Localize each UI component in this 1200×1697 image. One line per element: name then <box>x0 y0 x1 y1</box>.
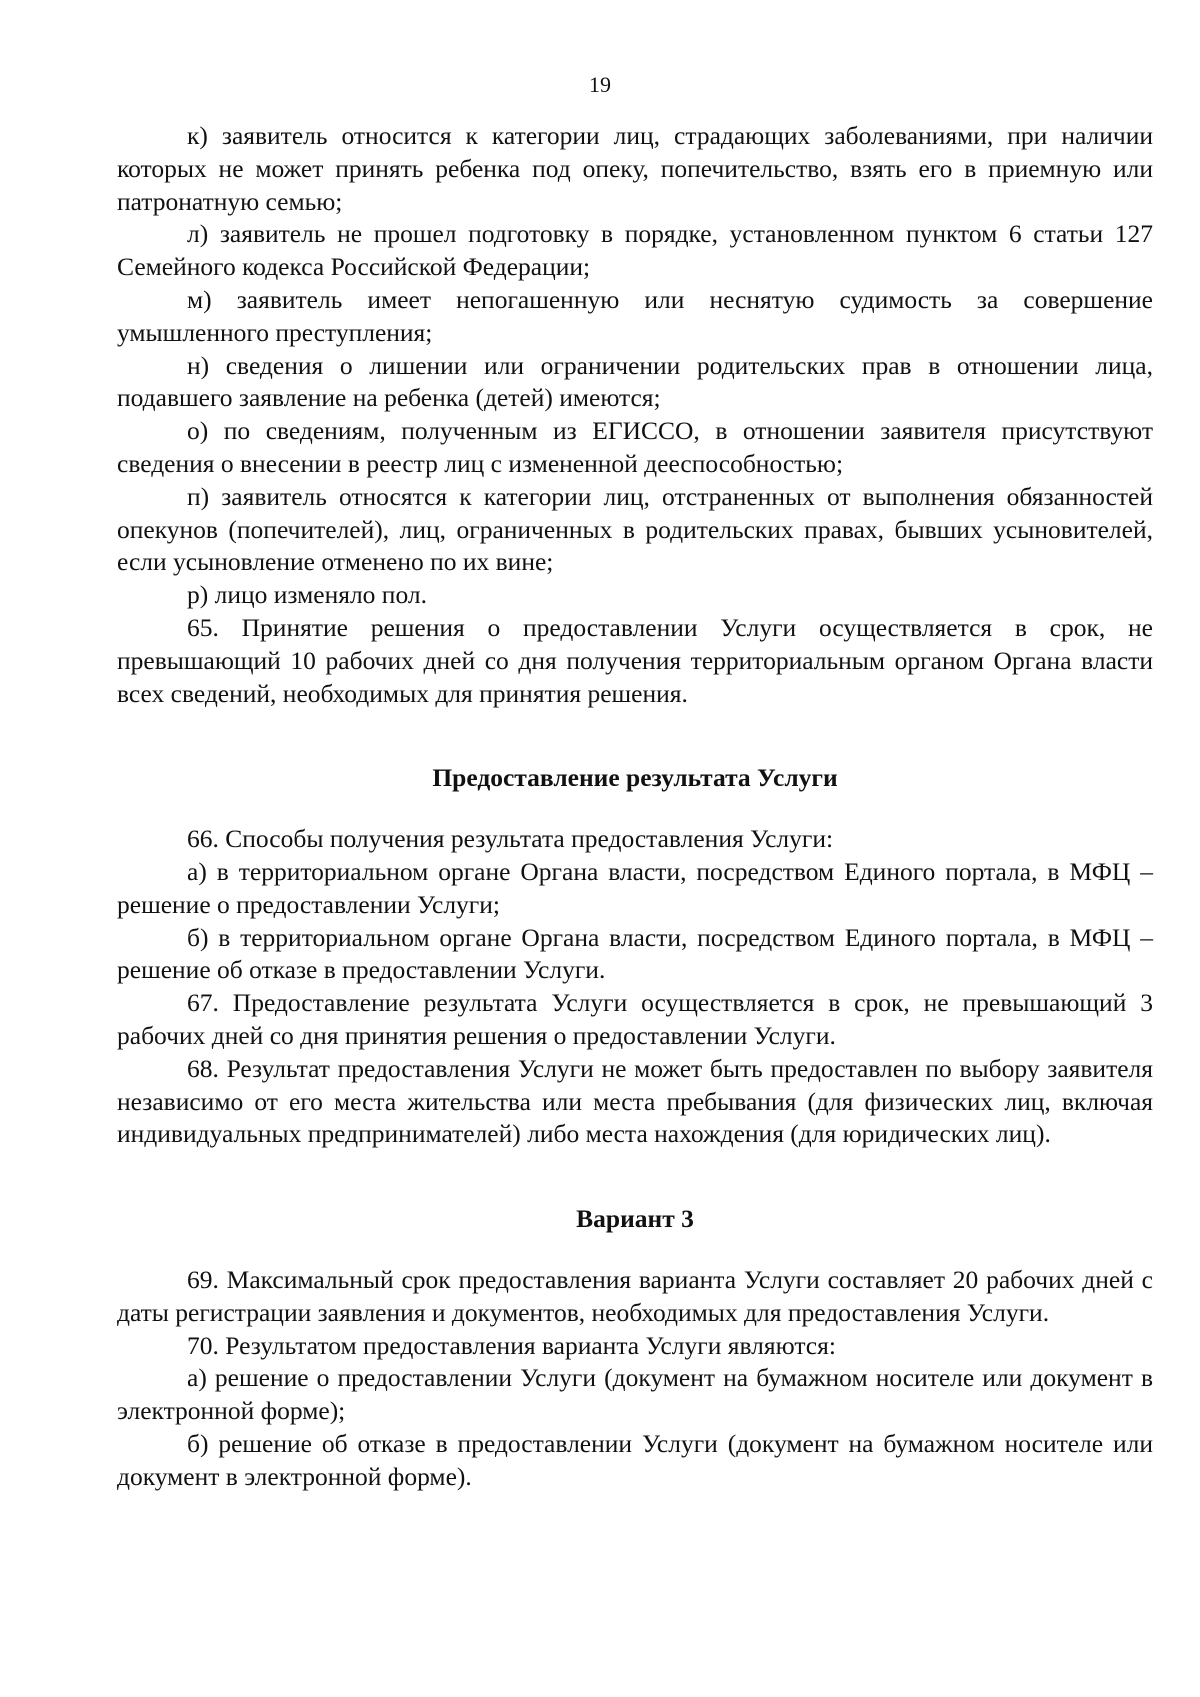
section-spacer <box>117 795 1153 823</box>
section-heading-result: Предоставление результата Услуги <box>432 763 838 793</box>
paragraph-70: 70. Результатом предоставления варианта Услуги являются: <box>187 1330 836 1360</box>
paragraph-67: 67. Предоставление результата Услуги осуществляется в срок, не превышающий 3 рабочих дней со дня принятия решения о предоставлении Услуги. <box>117 988 1153 1050</box>
paragraph-66-a: а) в территориальном органе Органа власти, посредством Единого портала, в МФЦ – решение о предоставлении Услуги; <box>117 856 1153 919</box>
paragraph-65: 65. Принятие решения о предоставлении Услуги осуществляется в срок, не превышающий 10 рабочих дней со дня получения территориальным органом Органа власти всех сведений, необходимых для принятия решения. <box>117 612 1153 708</box>
paragraph-o: о) по сведениям, полученным из ЕГИССО, в отношении заявителя присутствуют сведения о внесении в реестр лиц с измененной дееспособностью; <box>117 416 1153 478</box>
paragraph-70-a: а) решение о предоставлении Услуги (документ на бумажном носителе или документ в электронной форме); <box>117 1363 1153 1426</box>
paragraph-l: л) заявитель не прошел подготовку в порядке, установленном пунктом 6 статьи 127 Семейного кодекса Российской Федерации; <box>117 219 1153 282</box>
section-spacer <box>117 1236 1153 1264</box>
paragraph-k: к) заявитель относится к категории лиц, страдающих заболеваниями, при наличии которых не может принять ребенка под опеку, попечительство, взять его в приемную или патронатную семью; <box>117 121 1153 216</box>
paragraph-p: п) заявитель относятся к категории лиц, отстраненных от выполнения обязанностей опекунов (попечителей), лиц, ограниченных в родительских правах, бывших усыновителей, если усыновление отменено по их вине; <box>117 481 1153 577</box>
section-spacer <box>117 710 1153 762</box>
paragraph-68: 68. Результат предоставления Услуги не может быть предоставлен по выбору заявителя независимо от его места жительства или места пребывания (для физических лиц, включая индивидуальных предпринимателей) либо места нахождения (для юридических лиц). <box>117 1053 1153 1149</box>
paragraph-n: н) сведения о лишении или ограничении родительских прав в отношении лица, подавшего заявление на ребенка (детей) имеются; <box>117 350 1153 413</box>
section-heading-variant-3: Вариант 3 <box>576 1204 694 1234</box>
paragraph-66: 66. Способы получения результата предоставления Услуги: <box>187 824 834 854</box>
page-number: 19 <box>589 72 611 97</box>
paragraph-m: м) заявитель имеет непогашенную или неснятую судимость за совершение умышленного преступления; <box>117 284 1153 347</box>
paragraph-70-b: б) решение об отказе в предоставлении Услуги (документ на бумажном носителе или документ в электронной форме). <box>117 1428 1153 1491</box>
section-spacer <box>117 1151 1153 1203</box>
document-body <box>117 120 1153 1493</box>
paragraph-r: р) лицо изменяло пол. <box>187 580 427 610</box>
paragraph-69: 69. Максимальный срок предоставления варианта Услуги составляет 20 рабочих дней с даты регистрации заявления и документов, необходимых для предоставления Услуги. <box>117 1264 1153 1327</box>
paragraph-66-b: б) в территориальном органе Органа власти, посредством Единого портала, в МФЦ – решение об отказе в предоставлении Услуги. <box>117 922 1153 985</box>
